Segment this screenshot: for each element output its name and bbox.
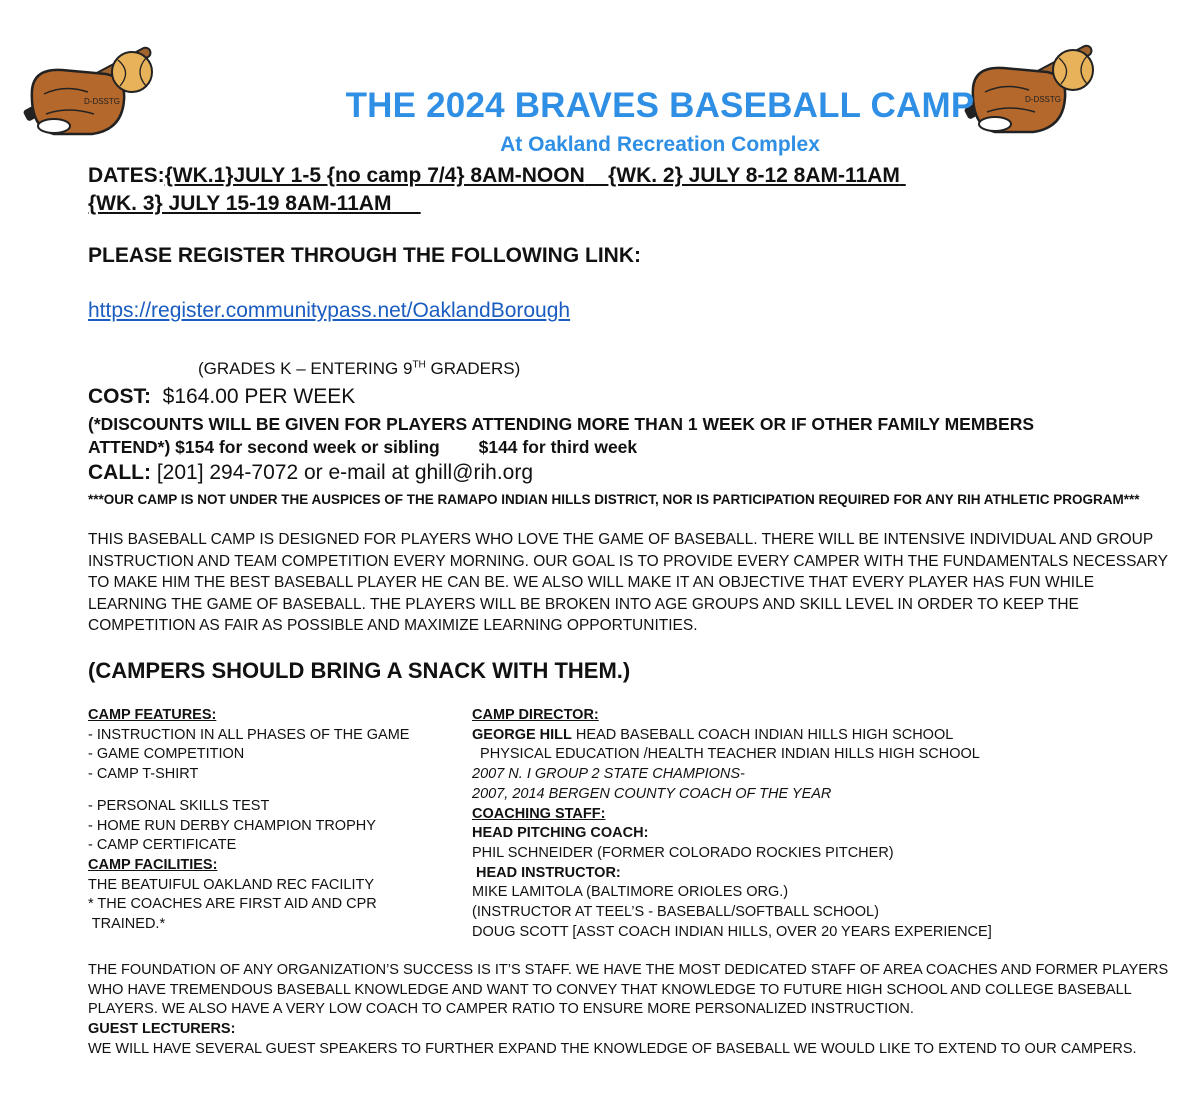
features-heading: CAMP FEATURES: bbox=[88, 707, 217, 723]
feature-item: - GAME COMPETITION bbox=[88, 746, 245, 763]
facility-line: TRAINED.* bbox=[88, 916, 166, 933]
discount-line-2a: ATTEND*) $154 for second week or sibling bbox=[88, 437, 440, 457]
instructor-line: (INSTRUCTOR AT TEEL’S - BASEBALL/SOFTBALL SCHOOL) bbox=[472, 904, 879, 921]
pitching-coach-heading: HEAD PITCHING COACH: bbox=[472, 825, 649, 842]
director-title-2: PHYSICAL EDUCATION /HEALTH TEACHER INDIAN HILLS HIGH SCHOOL bbox=[472, 746, 980, 763]
camp-description: THIS BASEBALL CAMP IS DESIGNED FOR PLAYERS WHO LOVE THE GAME OF BASEBALL. THERE WILL BE INTENSIVE INDIVIDUAL AND GROUP INSTRUCTION AND TEAM COMPETITION EVERY MORNING. OUR GOAL IS TO PROVIDE EVERY CAMPER WITH THE FUNDAMENTALS NECESSARY TO MAKE HIM THE BEST BASEBALL PLAYER HE CAN BE. WE ALSO WILL MAKE IT AN OBJECTIVE THAT EVERY PLAYER HAS FUN WHILE LEARNING THE GAME OF BASEBALL. THE PLAYERS WILL BE BROKEN INTO AGE GROUPS AND SKILL LEVEL IN ORDER TO KEEP THE COMPETITION AS FAIR AS POSSIBLE AND MAXIMIZE LEARNING OPPORTUNITIES. bbox=[88, 531, 1168, 634]
snack-note: (CAMPERS SHOULD BRING A SNACK WITH THEM.) bbox=[88, 658, 631, 683]
page-title: THE 2024 BRAVES BASEBALL CAMP bbox=[345, 86, 975, 125]
page-subtitle: At Oakland Recreation Complex bbox=[500, 133, 820, 156]
feature-item: - CAMP CERTIFICATE bbox=[88, 837, 237, 854]
feature-item: - INSTRUCTION IN ALL PHASES OF THE GAME bbox=[88, 726, 410, 743]
dates-label: DATES: bbox=[88, 164, 165, 187]
register-heading: PLEASE REGISTER THROUGH THE FOLLOWING LINK: bbox=[88, 244, 641, 267]
grades-prefix: (GRADES K – ENTERING 9 bbox=[198, 359, 413, 378]
grades-suffix: GRADERS) bbox=[425, 359, 521, 378]
registration-link[interactable]: https://register.communitypass.net/OaklandBorough bbox=[88, 299, 571, 322]
svg-text:D-DSSTG: D-DSSTG bbox=[84, 97, 120, 106]
foundation-text: THE FOUNDATION OF ANY ORGANIZATION’S SUCCESS IS IT’S STAFF. WE HAVE THE MOST DEDICATED STAFF OF AREA COACHES AND FORMER PLAYERS WHO HAVE TREMENDOUS BASEBALL KNOWLEDGE AND WANT TO CONVEY THAT KNOWLEDGE TO FUTURE HIGH SCHOOL AND COLLEGE BASEBALL PLAYERS. WE ALSO HAVE A VERY LOW COACH TO CAMPER RATIO TO ENSURE MORE PERSONALIZED INSTRUCTION. bbox=[88, 962, 1169, 1018]
call-value: [201] 294-7072 or e-mail at ghill@rih.org bbox=[156, 461, 534, 484]
staff-column bbox=[472, 706, 1072, 942]
cost-value: $164.00 PER WEEK bbox=[162, 385, 356, 408]
director-heading: CAMP DIRECTOR: bbox=[472, 707, 599, 723]
staff-heading: COACHING STAFF: bbox=[472, 805, 606, 822]
facility-line: THE BEATUIFUL OAKLAND REC FACILITY bbox=[88, 876, 375, 893]
feature-item: - PERSONAL SKILLS TEST bbox=[88, 797, 270, 814]
call-label: CALL: bbox=[88, 461, 151, 484]
instructor-line: DOUG SCOTT [ASST COACH INDIAN HILLS, OVER 20 YEARS EXPERIENCE] bbox=[472, 923, 992, 940]
instructor-line: MIKE LAMITOLA (BALTIMORE ORIOLES ORG.) bbox=[472, 884, 789, 901]
instructor-heading: HEAD INSTRUCTOR: bbox=[472, 864, 621, 881]
dates-week1: {WK.1}JULY 1-5 {no camp 7/4} 8AM-NOON bbox=[164, 164, 585, 187]
disclaimer: ***OUR CAMP IS NOT UNDER THE AUSPICES OF THE RAMAPO INDIAN HILLS DISTRICT, NOR IS PARTICIPATION REQUIRED FOR ANY RIH ATHLETIC PROGRAM*** bbox=[88, 492, 1140, 507]
guest-heading: GUEST LECTURERS: bbox=[88, 1021, 236, 1038]
grades-note bbox=[198, 359, 520, 379]
camp-dates bbox=[88, 162, 906, 218]
director-honor-2: 2007, 2014 BERGEN COUNTY COACH OF THE YEAR bbox=[472, 785, 832, 802]
feature-item: - HOME RUN DERBY CHAMPION TROPHY bbox=[88, 817, 376, 834]
grades-sup: TH bbox=[412, 359, 426, 371]
discount-line-2b: $144 for third week bbox=[478, 437, 638, 457]
svg-text:D-DSSTG: D-DSSTG bbox=[1025, 95, 1061, 104]
call-line bbox=[88, 461, 533, 485]
director-honor-1: 2007 N. I GROUP 2 STATE CHAMPIONS- bbox=[472, 766, 745, 783]
cost-label: COST: bbox=[88, 385, 151, 408]
director-title-1: HEAD BASEBALL COACH INDIAN HILLS HIGH SCHOOL bbox=[571, 726, 954, 743]
facility-line: * THE COACHES ARE FIRST AID AND CPR bbox=[88, 896, 377, 913]
director-name: GEORGE HILL bbox=[472, 726, 572, 743]
features-column bbox=[88, 706, 448, 935]
dates-week2: {WK. 2} JULY 8-12 8AM-11AM bbox=[608, 164, 900, 187]
discount-line-1: (*DISCOUNTS WILL BE GIVEN FOR PLAYERS ATTENDING MORE THAN 1 WEEK OR IF OTHER FAMILY MEMBERS bbox=[88, 414, 1035, 434]
pitching-coach: PHIL SCHNEIDER (FORMER COLORADO ROCKIES PITCHER) bbox=[472, 844, 894, 861]
discount-note bbox=[88, 413, 1168, 459]
cost-line bbox=[88, 385, 355, 409]
guest-text: WE WILL HAVE SEVERAL GUEST SPEAKERS TO FURTHER EXPAND THE KNOWLEDGE OF BASEBALL WE WOULD LIKE TO EXTEND TO OUR CAMPERS. bbox=[88, 1040, 1137, 1057]
feature-item: - CAMP T-SHIRT bbox=[88, 766, 199, 783]
facilities-heading: CAMP FACILITIES: bbox=[88, 856, 218, 873]
dates-week3: {WK. 3} JULY 15-19 8AM-11AM bbox=[88, 192, 392, 215]
foundation-section bbox=[88, 961, 1178, 1060]
